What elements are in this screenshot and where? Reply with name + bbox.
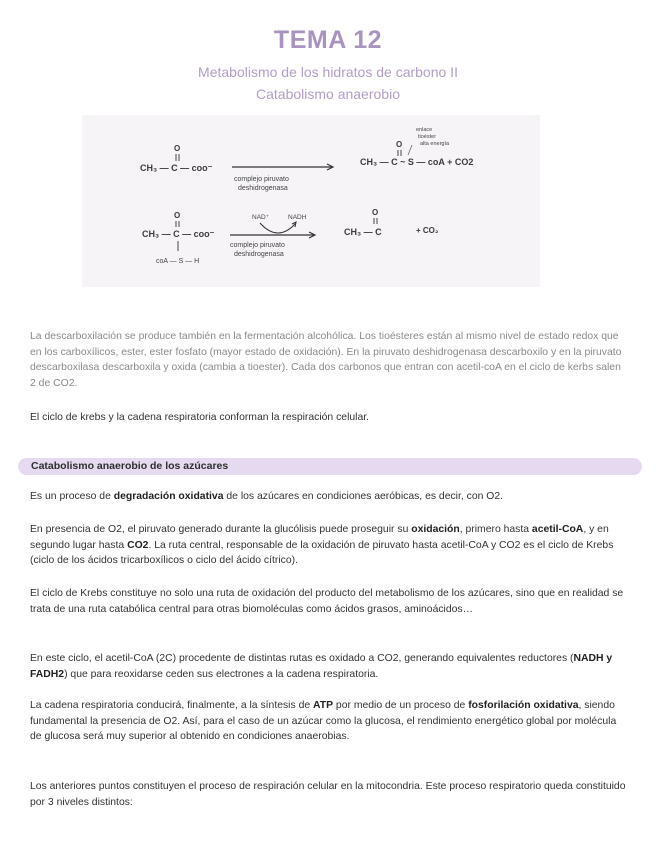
row2-coa: coA — S — H <box>156 258 200 265</box>
section-paragraph-2: En presencia de O2, el piruvato generado durante la glucólisis puede proseguir su oxidación, primero hasta acetil-CoA, y en segundo lugar hasta CO2. La ruta central, responsable de la oxidación de piruvato hasta acetil-CoA y CO2 es el ciclo de Krebs (ciclo de los ácidos tricarboxílicos o ciclo del ácido cítrico). <box>30 524 614 566</box>
row2-nad: NAD⁺ <box>252 214 270 221</box>
section-paragraph-6: Los anteriores puntos constituyen el proceso de respiración celular en la mitocondria. Este proceso respiratorio queda constituido por 3 niveles distintos: <box>30 781 626 808</box>
row2-enzyme-a: complejo piruvato <box>230 242 285 249</box>
oxy-label-4: O <box>372 208 379 217</box>
oxy-label-3: O <box>174 211 181 220</box>
row1-enzyme-a: complejo piruvato <box>234 176 289 183</box>
page-subtitle-2: Catabolismo anaerobio <box>256 86 400 102</box>
row1-note-b: tioéster <box>418 134 437 140</box>
reaction-sketch <box>82 115 540 287</box>
row2-product-tail: + CO₂ <box>416 226 439 235</box>
row2-nadh: NADH <box>288 214 307 221</box>
oxy-label-1: O <box>174 144 181 153</box>
section-paragraph-4: En este ciclo, el acetil-CoA (2C) procedente de distintas rutas es oxidado a CO2, generando equivalentes reductores (NADH y FADH2) que para reoxidarse ceden sus electrones a la cadena respiratoria. <box>30 653 613 680</box>
oxy-label-2: O <box>396 140 403 149</box>
row1-product: CH₃ — C ~ S — coA + CO2 <box>360 157 474 167</box>
page-subtitle-1: Metabolismo de los hidratos de carbono II <box>198 64 458 80</box>
section-title: Catabolismo anaerobio de los azúcares <box>31 460 229 472</box>
row1-reactant: CH₃ — C — coo⁻ <box>140 163 213 173</box>
intro-paragraph-1: La descarboxilación se produce también en la fermentación alcohólica. Los tioésteres están al mismo nivel de estado redox que en los carboxílicos, ester, ester fosfato (mayor estado de oxidación). En la piruvato deshidrogenasa descarboxilo y en la piruvato descarboxilasa descarboxila y oxida (cambia a tioester). Cada dos carbonos que entran con acetil-coA en el ciclo de kerbs salen 2 de CO2. <box>30 331 622 389</box>
row1-note-a: enlace <box>416 127 433 133</box>
section-paragraph-1: Es un proceso de degradación oxidativa de los azúcares en condiciones aeróbicas, es decir, con O2. <box>30 491 504 502</box>
section-paragraph-5: La cadena respiratoria conducirá, finalmente, a la síntesis de ATP por medio de un proceso de fosforilación oxidativa, siendo fundamental la presencia de O2. Así, para el caso de un azúcar como la glucosa, el rendimiento energético global por molécula de glucosa será muy superior al obtenido en condiciones anaerobias. <box>30 700 617 742</box>
row1-enzyme-b: deshidrogenasa <box>238 185 288 192</box>
section-paragraph-3: El ciclo de Krebs constituye no solo una ruta de oxidación del producto del metabolismo de los azúcares, sino que en realidad se trata de una ruta catabólica central para otras biomoléculas como ácidos grasos, aminoácidos… <box>30 588 624 615</box>
page-title: TEMA 12 <box>273 26 383 54</box>
reaction-figure <box>82 115 540 287</box>
intro-paragraph-2: El ciclo de krebs y la cadena respiratoria conforman la respiración celular. <box>30 412 370 423</box>
row2-reactant: CH₃ — C — coo⁻ <box>142 229 215 239</box>
row2-product: CH₃ — C <box>344 227 382 237</box>
row1-note-c: alta energía <box>420 141 450 147</box>
row2-enzyme-b: deshidrogenasa <box>234 251 284 258</box>
